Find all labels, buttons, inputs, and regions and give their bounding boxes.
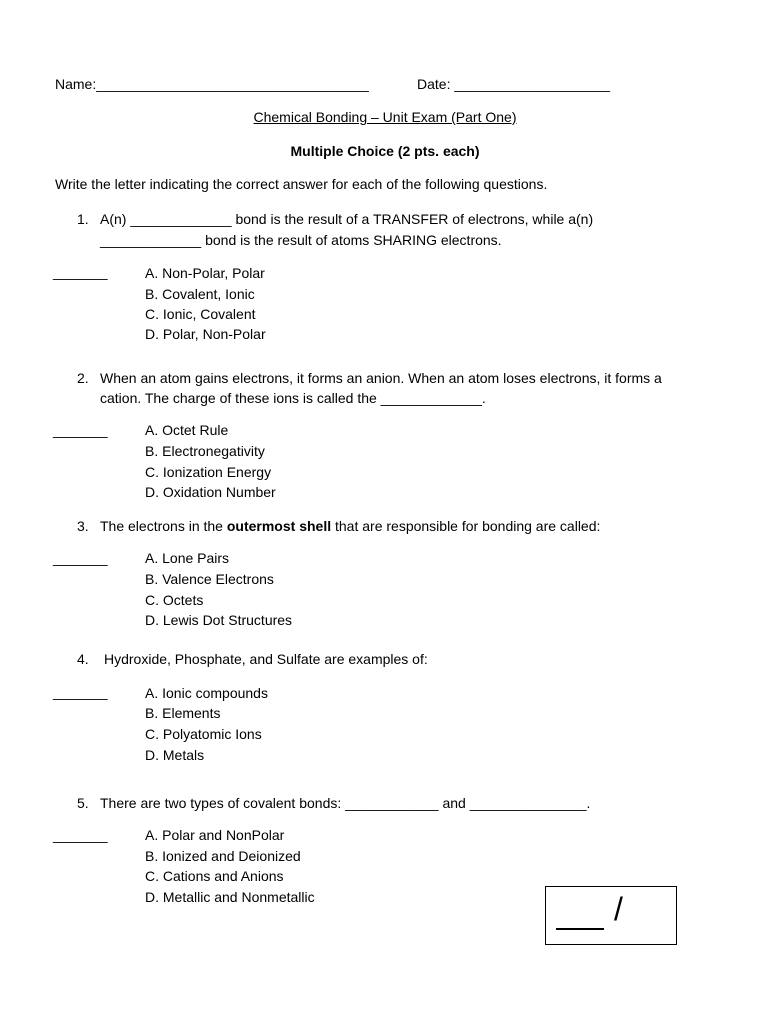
option-d: D. Metallic and Nonmetallic xyxy=(145,889,315,905)
question-text: There are two types of covalent bonds: ____________ and _______________. xyxy=(100,795,591,811)
section-heading: Multiple Choice (2 pts. each) xyxy=(290,143,480,159)
date-field xyxy=(417,76,610,93)
name-field xyxy=(55,76,369,93)
question-number: 2. xyxy=(77,370,89,386)
answer-blank[interactable]: _______ xyxy=(53,827,108,843)
option-a: A. Polar and NonPolar xyxy=(145,827,285,843)
answer-blank[interactable]: _______ xyxy=(53,422,108,438)
score-blank[interactable] xyxy=(556,928,604,930)
question-number: 5. xyxy=(77,795,89,811)
answer-blank[interactable]: _______ xyxy=(53,684,108,700)
question-text: A(n) _____________ bond is the result of a TRANSFER of electrons, while a(n) xyxy=(100,211,594,227)
question-number: 4. xyxy=(77,651,89,667)
option-b: B. Electronegativity xyxy=(145,443,265,459)
option-a: A. Lone Pairs xyxy=(145,550,230,566)
option-c: C. Cations and Anions xyxy=(145,868,284,884)
option-a: A. Octet Rule xyxy=(145,422,229,438)
date-blank[interactable]: ____________________ xyxy=(454,76,611,92)
date-label: Date: xyxy=(417,76,451,92)
question-text: Hydroxide, Phosphate, and Sulfate are examples of: xyxy=(104,651,428,667)
question-text-cont: _____________ bond is the result of atoms SHARING electrons. xyxy=(100,232,502,248)
option-b: B. Valence Electrons xyxy=(145,571,274,587)
question-text-cont: cation. The charge of these ions is called the _____________. xyxy=(100,390,486,406)
option-d: D. Oxidation Number xyxy=(145,484,276,500)
question-text: When an atom gains electrons, it forms an anion. When an atom loses electrons, it forms a xyxy=(100,370,662,386)
option-c: C. Ionic, Covalent xyxy=(145,306,256,322)
instructions: Write the letter indicating the correct answer for each of the following questions. xyxy=(55,176,548,192)
option-d: D. Polar, Non-Polar xyxy=(145,326,266,342)
question-number: 3. xyxy=(77,518,89,534)
option-d: D. Metals xyxy=(145,747,205,763)
name-blank[interactable]: ___________________________________ xyxy=(96,76,369,92)
score-slash: / xyxy=(614,891,623,927)
option-b: B. Elements xyxy=(145,705,221,721)
option-c: C. Octets xyxy=(145,592,204,608)
option-b: B. Ionized and Deionized xyxy=(145,848,301,864)
question-text xyxy=(100,518,600,535)
score-box xyxy=(545,886,677,945)
option-d: D. Lewis Dot Structures xyxy=(145,612,293,628)
question-text-emphasis: outermost shell xyxy=(226,518,332,534)
question-text-post: that are responsible for bonding are called: xyxy=(331,518,601,534)
option-c: C. Ionization Energy xyxy=(145,464,272,480)
name-label: Name: xyxy=(55,76,97,92)
option-b: B. Covalent, Ionic xyxy=(145,286,255,302)
option-a: A. Ionic compounds xyxy=(145,685,268,701)
answer-blank[interactable]: _______ xyxy=(53,550,108,566)
answer-blank[interactable]: _______ xyxy=(53,264,108,280)
exam-title: Chemical Bonding – Unit Exam (Part One) xyxy=(253,109,517,125)
question-text-pre: The electrons in the xyxy=(100,518,227,534)
option-a: A. Non-Polar, Polar xyxy=(145,265,265,281)
question-number: 1. xyxy=(77,211,89,227)
option-c: C. Polyatomic Ions xyxy=(145,726,262,742)
